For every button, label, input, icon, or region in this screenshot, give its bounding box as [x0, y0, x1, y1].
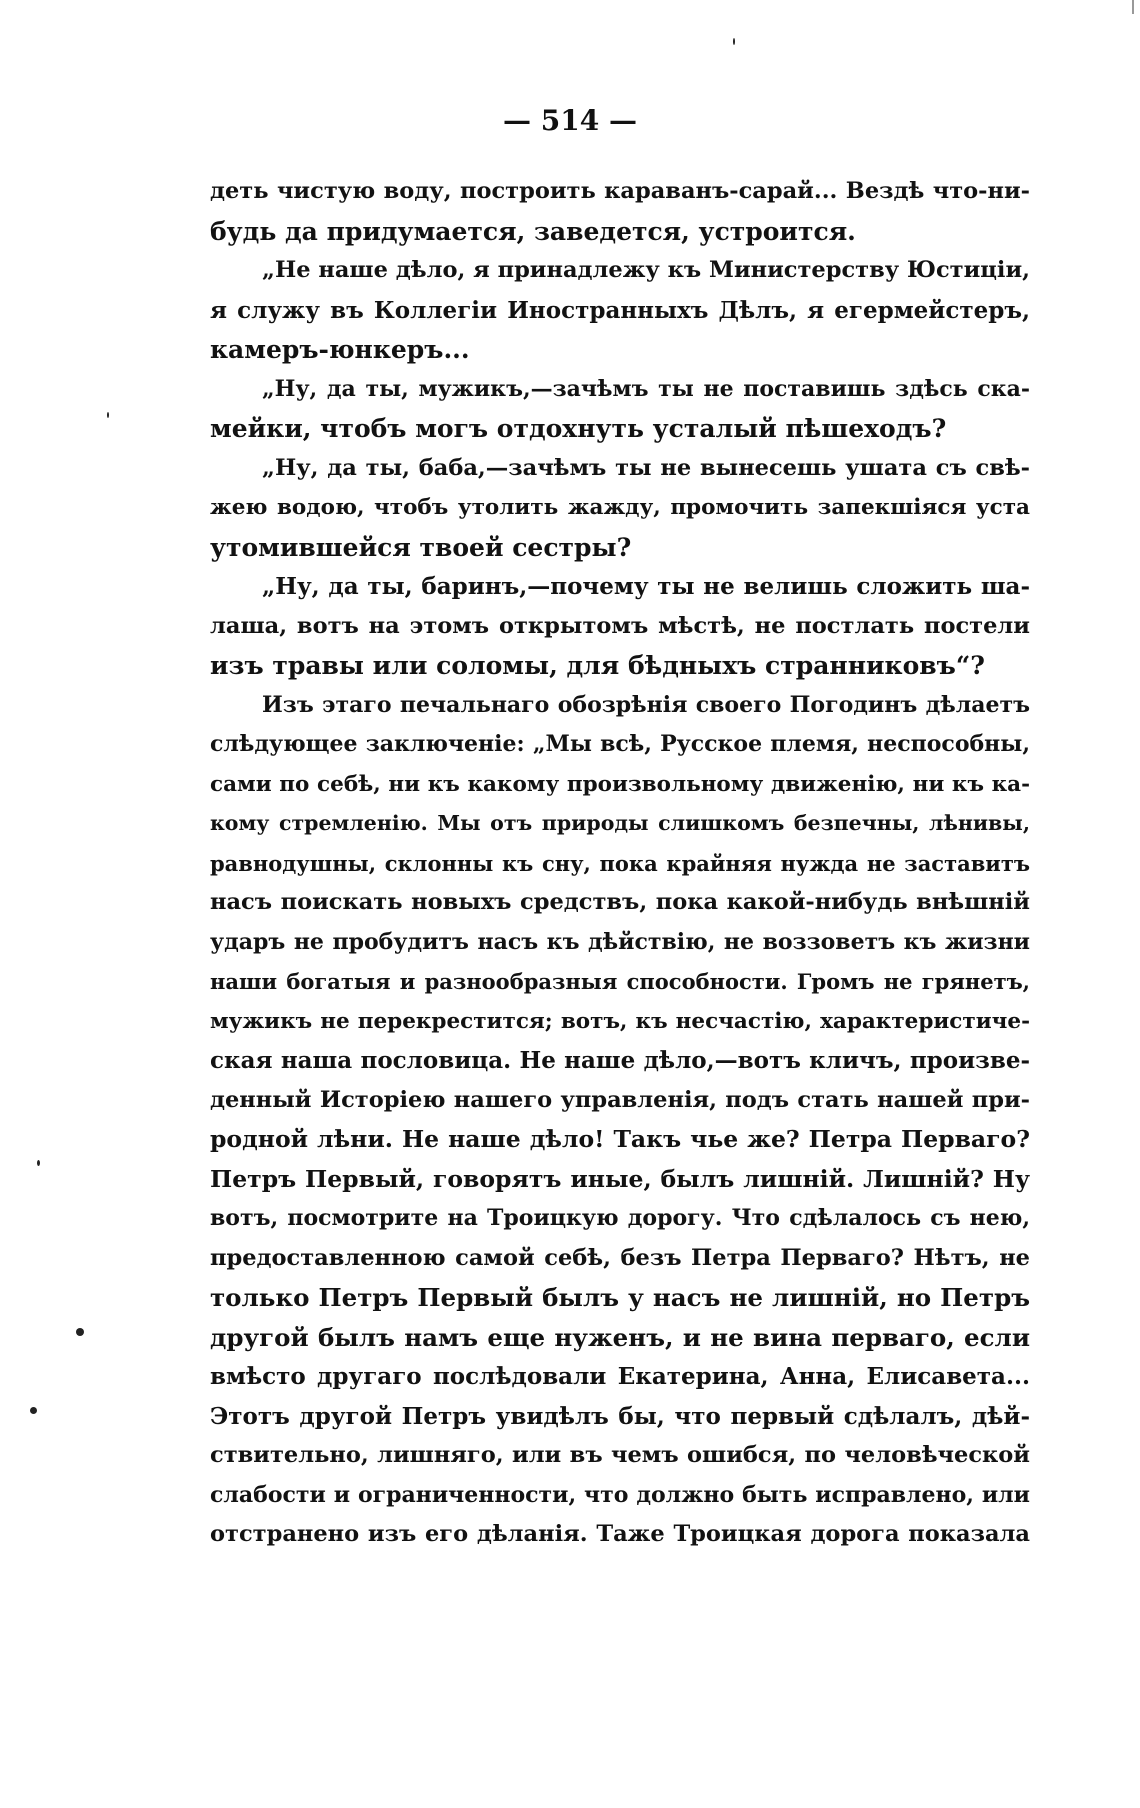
text-line: слѣдующее заключеніе: „Мы всѣ, Русское племя, неспособны,	[210, 731, 1030, 757]
text-line: Изъ этаго печальнаго обозрѣнія своего Погодинъ дѣлаетъ	[262, 691, 1030, 718]
text-line: я служу въ Коллегіи Иностранныхъ Дѣлъ, я егермейстеръ,	[210, 296, 1030, 324]
text-line: равнодушны, склонны къ сну, пока крайняя нужда не заставитъ	[210, 850, 1030, 876]
text-line: жею водою, чтобъ утолить жажду, промочить запекшіяся уста	[210, 495, 1030, 520]
text-line: камеръ-юнкеръ...	[210, 335, 470, 364]
text-line: денный Исторіею нашего управленія, подъ стать нашей при-	[210, 1086, 1030, 1113]
text-line: вотъ, посмотрите на Троицкую дорогу. Что сдѣлалось съ нею,	[210, 1205, 1030, 1231]
text-line: изъ травы или соломы, для бѣдныхъ странниковъ“?	[210, 651, 985, 680]
text-line: Петръ Первый, говорятъ иные, былъ лишній. Лишній? Ну	[210, 1164, 1030, 1193]
text-line: предоставленною самой себѣ, безъ Петра Перваго? Нѣтъ, не	[210, 1244, 1030, 1271]
body-text	[210, 172, 1030, 1555]
text-line: вмѣсто другаго послѣдовали Екатерина, Анна, Елисавета...	[210, 1363, 1030, 1390]
text-line: деть чистую воду, построить караванъ-сарай... Вездѣ что-ни-	[210, 178, 1030, 204]
text-line: наши богатыя и разнообразныя способности. Громъ не грянетъ,	[210, 969, 1030, 994]
text-line: родной лѣни. Не наше дѣло! Такъ чье же? Петра Перваго?	[210, 1125, 1030, 1153]
text-line: другой былъ намъ еще нуженъ, и не вина перваго, если	[210, 1322, 1030, 1352]
text-line: сами по себѣ, ни къ какому произвольному движенію, ни къ ка-	[210, 771, 1030, 797]
text-line: ствительно, лишняго, или въ чемъ ошибся, по человѣческой	[210, 1442, 1030, 1468]
scan-speck	[37, 1160, 40, 1166]
text-line: „Не наше дѣло, я принадлежу къ Министерству Юстиціи,	[262, 257, 1030, 283]
text-line: лаша, вотъ на этомъ открытомъ мѣстѣ, не постлать постели	[210, 612, 1030, 639]
text-line: только Петръ Первый былъ у насъ не лишній, но Петръ	[210, 1283, 1030, 1312]
scan-speck	[733, 38, 735, 45]
text-line: ская наша пословица. Не наше дѣло,—вотъ кличъ, произве-	[210, 1047, 1030, 1074]
text-line: насъ поискать новыхъ средствъ, пока какой-нибудь внѣшній	[210, 889, 1030, 915]
scan-speck	[76, 1328, 84, 1336]
text-line: „Ну, да ты, мужикъ,—зачѣмъ ты не поставишь здѣсь ска-	[262, 375, 1030, 402]
text-line: будь да придумается, заведется, устроится.	[210, 216, 856, 246]
text-line: „Ну, да ты, баринъ,—почему ты не велишь сложить ша-	[262, 573, 1030, 600]
scan-speck	[107, 412, 109, 418]
scan-edge-mark	[1132, 0, 1134, 14]
text-line: ударъ не пробудитъ насъ къ дѣйствію, не воззоветъ къ жизни	[210, 928, 1030, 955]
text-line: мейки, чтобъ могъ отдохнуть усталый пѣшеходъ?	[210, 414, 947, 443]
text-line: слабости и ограниченности, что должно быть исправлено, или	[210, 1481, 1030, 1508]
text-line: мужикъ не перекрестится; вотъ, къ несчастію, характеристиче-	[210, 1008, 1030, 1034]
text-line: „Ну, да ты, баба,—зачѣмъ ты не вынесешь ушата съ свѣ-	[262, 454, 1030, 481]
text-line: Этотъ другой Петръ увидѣлъ бы, что первый сдѣлалъ, дѣй-	[210, 1402, 1030, 1430]
text-line: отстранено изъ его дѣланія. Таже Троицкая дорога показала	[210, 1521, 1030, 1547]
text-line: кому стремленію. Мы отъ природы слишкомъ безпечны, лѣнивы,	[210, 811, 1030, 835]
text-line: утомившейся твоей сестры?	[210, 532, 632, 562]
page-number: — 514 —	[503, 104, 637, 137]
scan-speck	[30, 1407, 37, 1414]
